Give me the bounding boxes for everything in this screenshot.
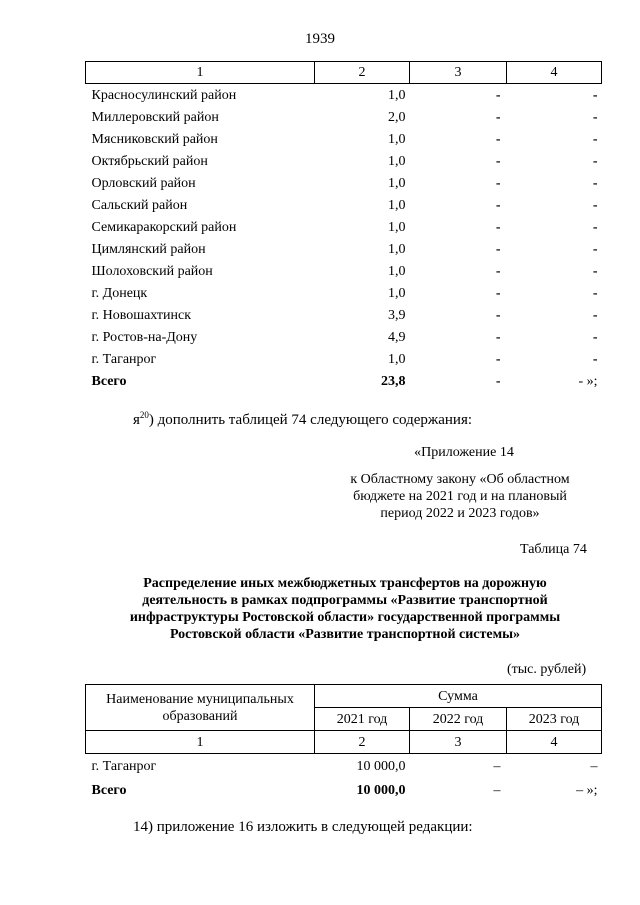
municipality-name: Сальский район bbox=[91, 197, 188, 213]
municipality-name: Красносулинский район bbox=[91, 87, 237, 103]
table-row bbox=[86, 326, 602, 348]
year-header-2021: 2021 год bbox=[315, 708, 410, 731]
heading-line: Распределение иных межбюджетных трансфертов на дорожную bbox=[143, 576, 547, 591]
paragraph-appendix-16: 14) приложение 16 изложить в следующей редакции: bbox=[133, 819, 473, 835]
table-row bbox=[86, 172, 602, 194]
table-second bbox=[85, 684, 602, 802]
value-2023: - bbox=[592, 219, 598, 235]
table-row bbox=[86, 128, 602, 150]
value-2023: - bbox=[592, 175, 598, 191]
heading-line: Ростовской области «Развитие транспортной системы» bbox=[169, 627, 521, 642]
table-row bbox=[86, 348, 602, 370]
table-second-header bbox=[86, 685, 602, 754]
appendix-line: к Областному закону «Об областном bbox=[350, 472, 570, 487]
value-2023: - bbox=[592, 307, 598, 323]
value-2022: - bbox=[495, 241, 501, 257]
municipality-name: Цимлянский район bbox=[91, 241, 206, 257]
value-2022: – bbox=[493, 782, 501, 798]
table-first bbox=[85, 61, 602, 392]
municipality-name: Шолоховский район bbox=[91, 263, 213, 279]
table-number-label: Таблица 74 bbox=[520, 542, 587, 557]
municipal-name-header-line: Наименование муниципальных bbox=[106, 691, 294, 707]
municipality-name: Октябрьский район bbox=[91, 153, 208, 169]
value-2022: - bbox=[495, 153, 501, 169]
value-2023: - bbox=[592, 241, 598, 257]
appendix-title: «Приложение 14 bbox=[414, 445, 514, 460]
heading-line: деятельность в рамках подпрограммы «Развитие транспортной bbox=[142, 593, 548, 608]
value-2021: 23,8 bbox=[381, 373, 406, 389]
value-2021: 1,0 bbox=[388, 263, 406, 279]
page-number: 1939 bbox=[305, 31, 335, 47]
value-2022: - bbox=[495, 329, 501, 345]
value-2023: - bbox=[592, 87, 598, 103]
municipal-name-header bbox=[86, 685, 315, 731]
column-number-1: 1 bbox=[86, 731, 315, 754]
table-row bbox=[86, 238, 602, 260]
value-2022: - bbox=[495, 197, 501, 213]
value-2021: 1,0 bbox=[388, 175, 406, 191]
value-2022: - bbox=[495, 219, 501, 235]
appendix-reference bbox=[330, 444, 590, 522]
value-2022: - bbox=[495, 373, 501, 389]
value-2021: 4,9 bbox=[388, 329, 406, 345]
table-row bbox=[86, 282, 602, 304]
value-2022: - bbox=[495, 285, 501, 301]
municipality-name: г. Донецк bbox=[91, 285, 148, 301]
municipality-name: г. Таганрог bbox=[91, 351, 157, 367]
value-2022: - bbox=[495, 87, 501, 103]
table-second-body bbox=[86, 754, 602, 803]
value-2022: - bbox=[495, 263, 501, 279]
value-2023: - bbox=[592, 197, 598, 213]
sum-header: Сумма bbox=[315, 685, 602, 708]
value-2021: 2,0 bbox=[388, 109, 406, 125]
municipality-name: Всего bbox=[91, 373, 127, 389]
value-2022: - bbox=[495, 351, 501, 367]
value-2023: - »; bbox=[578, 373, 598, 389]
value-2021: 1,0 bbox=[388, 87, 406, 103]
value-2022: - bbox=[495, 307, 501, 323]
column-number-4: 4 bbox=[507, 731, 602, 754]
table-row bbox=[86, 106, 602, 128]
appendix-line: бюджете на 2021 год и на плановый bbox=[353, 489, 567, 504]
year-header-2022: 2022 год bbox=[410, 708, 507, 731]
municipality-name: г. Новошахтинск bbox=[91, 307, 192, 323]
value-2022: – bbox=[493, 758, 501, 774]
value-2022: - bbox=[495, 175, 501, 191]
value-2021: 10 000,0 bbox=[356, 758, 406, 774]
column-number-4: 4 bbox=[507, 62, 602, 84]
table-row bbox=[86, 194, 602, 216]
value-2023: – »; bbox=[576, 782, 598, 798]
value-2023: - bbox=[592, 285, 598, 301]
value-2021: 1,0 bbox=[388, 241, 406, 257]
value-2023: - bbox=[592, 131, 598, 147]
column-number-3: 3 bbox=[410, 731, 507, 754]
value-2021: 1,0 bbox=[388, 153, 406, 169]
municipality-name: Мясниковский район bbox=[91, 131, 218, 147]
municipal-name-header-line: образований bbox=[162, 708, 238, 724]
value-2023: - bbox=[592, 263, 598, 279]
column-number-2: 2 bbox=[315, 731, 410, 754]
municipality-name: Семикаракорский район bbox=[91, 219, 237, 235]
value-2021: 1,0 bbox=[388, 285, 406, 301]
column-number-2: 2 bbox=[315, 62, 410, 84]
total-row bbox=[86, 370, 602, 392]
value-2021: 3,9 bbox=[388, 307, 406, 323]
appendix-line: период 2022 и 2023 годов» bbox=[380, 506, 540, 521]
value-2022: - bbox=[495, 109, 501, 125]
table-row bbox=[86, 150, 602, 172]
municipality-name: г. Ростов-на-Дону bbox=[91, 329, 198, 345]
value-2021: 1,0 bbox=[388, 351, 406, 367]
footnote-superscript: 20 bbox=[139, 410, 149, 420]
column-number-3: 3 bbox=[410, 62, 507, 84]
municipality-name: Миллеровский район bbox=[91, 109, 219, 125]
value-2021: 10 000,0 bbox=[356, 782, 406, 798]
value-2021: 1,0 bbox=[388, 219, 406, 235]
table-first-header bbox=[86, 62, 602, 84]
value-2023: - bbox=[592, 153, 598, 169]
year-header-2023: 2023 год bbox=[507, 708, 602, 731]
paragraph-text: ) дополнить таблицей 74 следующего содержания: bbox=[148, 412, 473, 428]
municipality-name: Орловский район bbox=[91, 175, 196, 191]
table-row bbox=[86, 84, 602, 107]
table-row bbox=[86, 754, 602, 779]
municipality-name: Всего bbox=[91, 782, 127, 798]
heading-line: инфраструктуры Ростовской области» государственной программы bbox=[129, 610, 561, 625]
value-2021: 1,0 bbox=[388, 131, 406, 147]
value-2022: - bbox=[495, 131, 501, 147]
units-label: (тыс. рублей) bbox=[507, 662, 587, 677]
value-2023: - bbox=[592, 329, 598, 345]
value-2023: - bbox=[592, 351, 598, 367]
total-row bbox=[86, 778, 602, 802]
value-2021: 1,0 bbox=[388, 197, 406, 213]
table-heading bbox=[95, 575, 595, 643]
paragraph-prefix: я bbox=[133, 412, 140, 428]
table-row bbox=[86, 260, 602, 282]
table-row bbox=[86, 216, 602, 238]
paragraph-add-table bbox=[133, 412, 472, 429]
table-first-body bbox=[86, 84, 602, 393]
column-number-1: 1 bbox=[86, 62, 315, 84]
value-2023: - bbox=[592, 109, 598, 125]
value-2023: – bbox=[590, 758, 598, 774]
municipality-name: г. Таганрог bbox=[91, 758, 157, 774]
table-row bbox=[86, 304, 602, 326]
